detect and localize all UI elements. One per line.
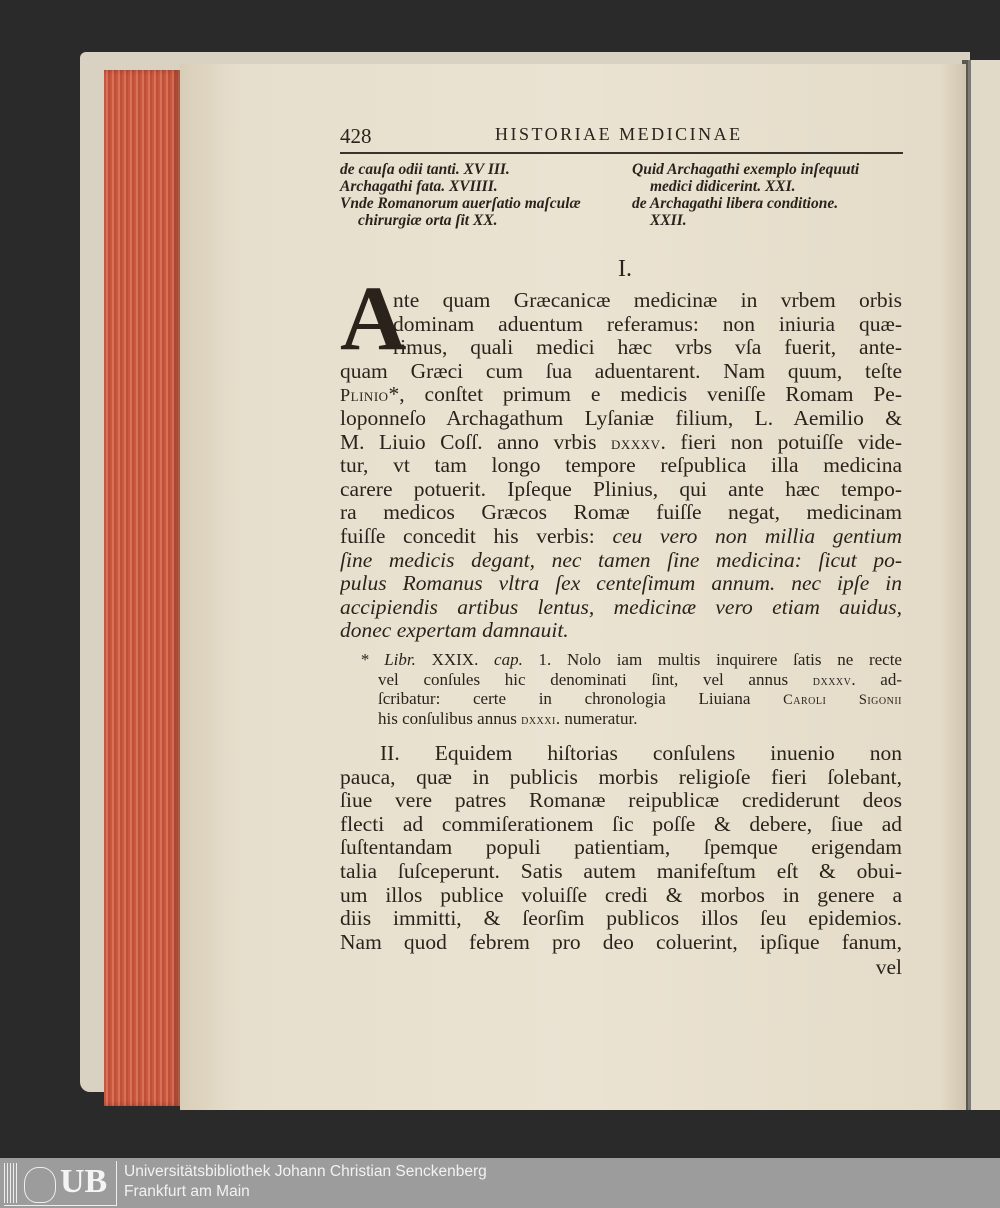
footnote-line	[360, 650, 902, 671]
text-segment: . ad-	[851, 669, 902, 689]
text-line	[340, 500, 902, 525]
text-segment: Nam quod febrem pro deo coluerint, ipſique fanum,	[340, 929, 902, 954]
text-line	[393, 312, 902, 337]
text-line	[340, 930, 902, 955]
text-line	[340, 835, 902, 860]
summary-item: XXII.	[650, 212, 687, 229]
text-segment: quam Græci cum ſua aduentarent. Nam quum, teſte	[340, 358, 902, 383]
logo-columns-icon	[4, 1163, 18, 1203]
summary-item: chirurgiæ orta ſit XX.	[358, 212, 498, 229]
text-segment: . numeratur.	[555, 708, 638, 728]
text-line	[340, 788, 902, 813]
running-head: HISTORIAE MEDICINAE	[495, 124, 743, 144]
facing-page	[968, 60, 1000, 1110]
small-caps-text: Plinio	[340, 385, 389, 406]
text-line	[393, 335, 902, 360]
text-segment: rimus, quali medici hæc vrbs vſa fuerit, ante-	[393, 335, 902, 360]
text-line	[340, 406, 902, 431]
summary-right	[632, 161, 859, 229]
text-segment: fuiſſe concedit his verbis:	[340, 524, 613, 548]
text-segment: 1. Nolo iam multis inquirere ſatis ne recte	[522, 650, 902, 669]
text-line	[340, 595, 902, 620]
text-line	[340, 906, 902, 931]
text-line	[380, 741, 902, 766]
logo-portrait-icon	[24, 1167, 56, 1203]
text-segment: diis immitti, & ſeorſim publicos illos ſeu epidemios.	[340, 906, 902, 931]
text-line	[340, 453, 902, 478]
text-line	[340, 618, 902, 643]
text-segment: *, conſtet primum e medicis veniſſe Romam Pe-	[388, 382, 902, 407]
text-segment: vel conſules hic denominati ſint, vel annus	[378, 669, 813, 689]
footnote-line	[378, 670, 902, 691]
italic-text: * Libr.	[360, 650, 416, 669]
library-name: Universitätsbibliothek Johann Christian Senckenberg	[124, 1163, 487, 1180]
text-segment: his conſulibus annus	[378, 708, 522, 728]
small-caps-text: dxxxv	[812, 672, 852, 689]
page-number: 428	[340, 124, 372, 148]
text-line	[340, 382, 902, 407]
text-segment: um illos publice voluiſſe credi & morbos in genere a	[340, 882, 902, 907]
small-caps-text: dxxxi	[521, 711, 556, 728]
summary-item: medici didicerint. XXI.	[650, 178, 796, 195]
section-number: I.	[618, 256, 632, 282]
text-segment: flecti ad commiſerationem ſic poſſe & debere, ſiue ad	[340, 811, 902, 836]
text-segment: XXIX.	[415, 650, 495, 669]
library-footer	[0, 1158, 1000, 1208]
text-segment: pauca, quæ in publicis morbis religioſe fieri ſolebant,	[340, 764, 902, 789]
text-segment: II. Equidem hiſtorias conſulens inuenio non	[380, 741, 902, 765]
text-segment: nte quam Græcanicæ medicinæ in vrbem orbis	[393, 288, 902, 312]
library-location: Frankfurt am Main	[124, 1183, 250, 1200]
page-edges	[104, 70, 180, 1106]
header-rule	[340, 152, 903, 154]
italic-text: accipiendis artibus lentus, medicinæ vero etiam auidus,	[340, 594, 902, 619]
text-line	[340, 571, 902, 596]
small-caps-text: dxxxv	[611, 432, 661, 453]
italic-text: donec expertam damnauit.	[340, 618, 569, 643]
text-line	[340, 765, 902, 790]
text-line	[393, 288, 902, 313]
logo-text: UB	[60, 1163, 108, 1200]
footnote-line	[378, 689, 902, 710]
small-caps-text: Caroli Sigonii	[783, 692, 902, 709]
text-segment: tur, vt tam longo tempore reſpublica illa medicina	[340, 453, 902, 478]
text-segment: talia ſuſceperunt. Satis autem manifeſtum eſt & obui-	[340, 859, 902, 883]
text-segment: carere potuerit. Ipſeque Plinius, qui ante hæc tempo-	[340, 476, 902, 501]
text-segment: ra medicos Græcos Romæ fuiſſe negat, medicinam	[340, 500, 902, 525]
italic-text: ceu vero non millia gentium	[612, 524, 902, 548]
drop-cap: A	[340, 267, 407, 369]
footnote-line	[378, 709, 902, 730]
text-line	[340, 859, 902, 884]
italic-text: ſine medicis degant, nec tamen ſine medicina: ſicut po-	[340, 547, 902, 572]
catchword: vel	[875, 955, 902, 979]
text-line	[340, 430, 902, 455]
text-segment: loponneſo Archagathum Lyſaniæ filium, L. Aemilio &	[340, 406, 902, 430]
text-line	[340, 359, 902, 384]
summary-item: de cauſa odii tanti. XV III.	[340, 161, 510, 178]
text-line	[340, 812, 902, 837]
summary-item: Archagathi fata. XVIIII.	[340, 178, 498, 195]
italic-text: pulus Romanus vltra ſex centeſimum annum. nec ipſe in	[340, 571, 902, 596]
text-segment: ſuſtentandam populi patientiam, ſpemque erigendam	[340, 835, 902, 860]
text-segment: M. Liuio Coſſ. anno vrbis	[340, 429, 612, 454]
text-line	[340, 548, 902, 573]
summary-item: de Archagathi libera conditione.	[632, 195, 839, 212]
summary-item: Quid Archagathi exemplo inſequuti	[632, 161, 860, 178]
text-segment: ſiue vere patres Romanæ reipublicæ crediderunt deos	[340, 788, 902, 813]
text-line	[340, 477, 902, 502]
text-segment: dominam aduentum referamus: non iniuria quæ-	[393, 311, 902, 336]
text-line	[340, 883, 902, 908]
summary-item: Vnde Romanorum auerſatio maſculæ	[340, 195, 581, 212]
text-segment: . fieri non potuiſſe vide-	[660, 429, 902, 454]
text-line	[340, 524, 902, 549]
library-logo	[4, 1161, 117, 1206]
italic-text: cap.	[494, 650, 523, 669]
text-segment: ſcribatur: certe in chronologia Liuiana	[378, 689, 784, 709]
summary-left	[340, 161, 581, 229]
